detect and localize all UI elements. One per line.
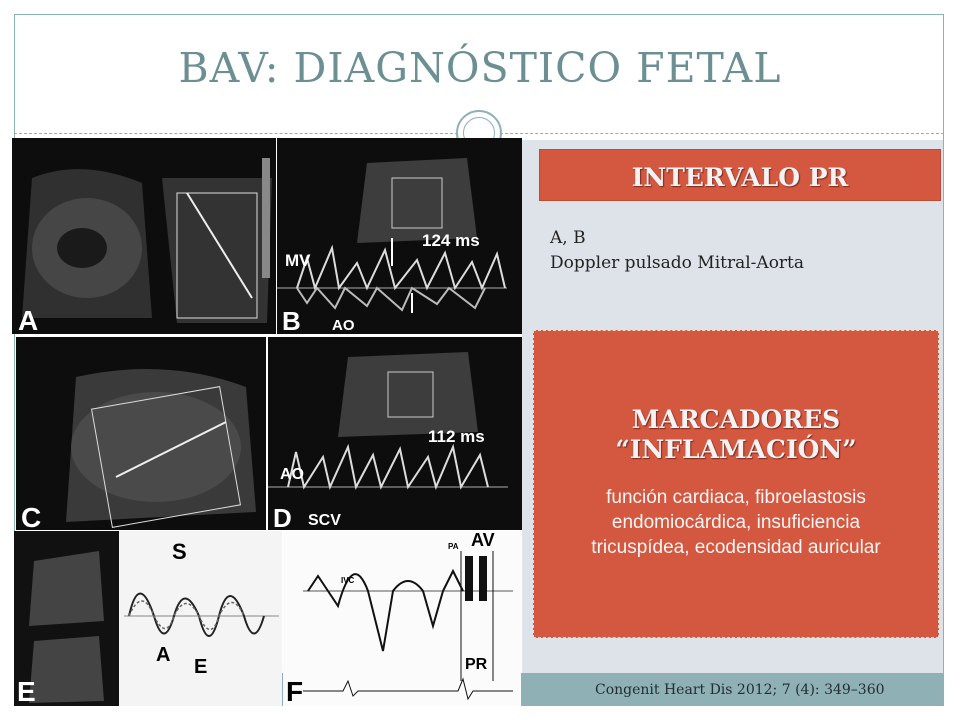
marcadores-title-line-1: MARCADORES bbox=[631, 405, 841, 434]
slide-title: BAV: DIAGNÓSTICO FETAL bbox=[178, 44, 782, 92]
d-scv-label: SCV bbox=[308, 512, 341, 529]
ultrasound-a-graphic bbox=[12, 138, 276, 334]
panel-d-label: D bbox=[273, 503, 292, 530]
pr-line-2: Doppler pulsado Mitral-Aorta bbox=[550, 253, 805, 273]
ultrasound-image-a bbox=[12, 138, 276, 334]
pr-line-1: A, B bbox=[550, 228, 586, 248]
panel-c-label: C bbox=[21, 502, 42, 530]
marcadores-body-line-3: tricuspídea, ecodensidad auricular bbox=[591, 537, 881, 558]
marcadores-body bbox=[534, 485, 938, 560]
intervalo-pr-text bbox=[550, 226, 804, 276]
f-pa-label: PA bbox=[448, 542, 459, 551]
e-s-label: S bbox=[172, 539, 187, 564]
ultrasound-c-graphic bbox=[16, 337, 266, 530]
intervalo-pr-title: INTERVALO PR bbox=[631, 163, 849, 192]
tissue-doppler-e-graphic bbox=[14, 531, 282, 706]
marcadores-body-line-2: endomiocárdica, insuficiencia bbox=[611, 512, 861, 533]
b-mv-label: MV bbox=[285, 251, 311, 270]
f-pr-label: PR bbox=[465, 656, 488, 673]
panel-e-label: E bbox=[17, 676, 36, 706]
doppler-d-graphic bbox=[268, 337, 522, 530]
citation: Congenit Heart Dis 2012; 7 (4): 349–360 bbox=[595, 682, 885, 698]
doppler-image-b bbox=[277, 138, 522, 334]
tissue-doppler-image-e bbox=[14, 531, 282, 706]
panel-b-label: B bbox=[282, 306, 301, 334]
panel-a-label: A bbox=[18, 305, 39, 334]
ultrasound-image-c bbox=[16, 337, 266, 530]
doppler-image-d bbox=[268, 337, 522, 530]
e-a-label: A bbox=[156, 644, 171, 666]
d-ao-label: AO bbox=[280, 466, 304, 483]
panel-f-label: F bbox=[286, 676, 304, 706]
d-ms-label: 112 ms bbox=[428, 427, 485, 446]
f-av-label: AV bbox=[471, 531, 495, 550]
f-ivc-label: IVC bbox=[341, 576, 355, 585]
marcadores-title-line-2: “INFLAMACIÓN” bbox=[615, 435, 857, 464]
marcadores-box bbox=[533, 330, 939, 638]
intervalo-pr-banner bbox=[540, 150, 940, 200]
doppler-b-graphic bbox=[277, 138, 522, 334]
e-e-label: E bbox=[194, 656, 208, 678]
marcadores-body-line-1: función cardiaca, fibroelastosis bbox=[606, 487, 866, 508]
b-ao-label: AO bbox=[332, 317, 355, 334]
marcadores-title bbox=[534, 405, 938, 465]
doppler-diagram-f bbox=[283, 531, 521, 706]
b-ms-label: 124 ms bbox=[422, 231, 480, 250]
doppler-f-graphic bbox=[283, 531, 521, 706]
